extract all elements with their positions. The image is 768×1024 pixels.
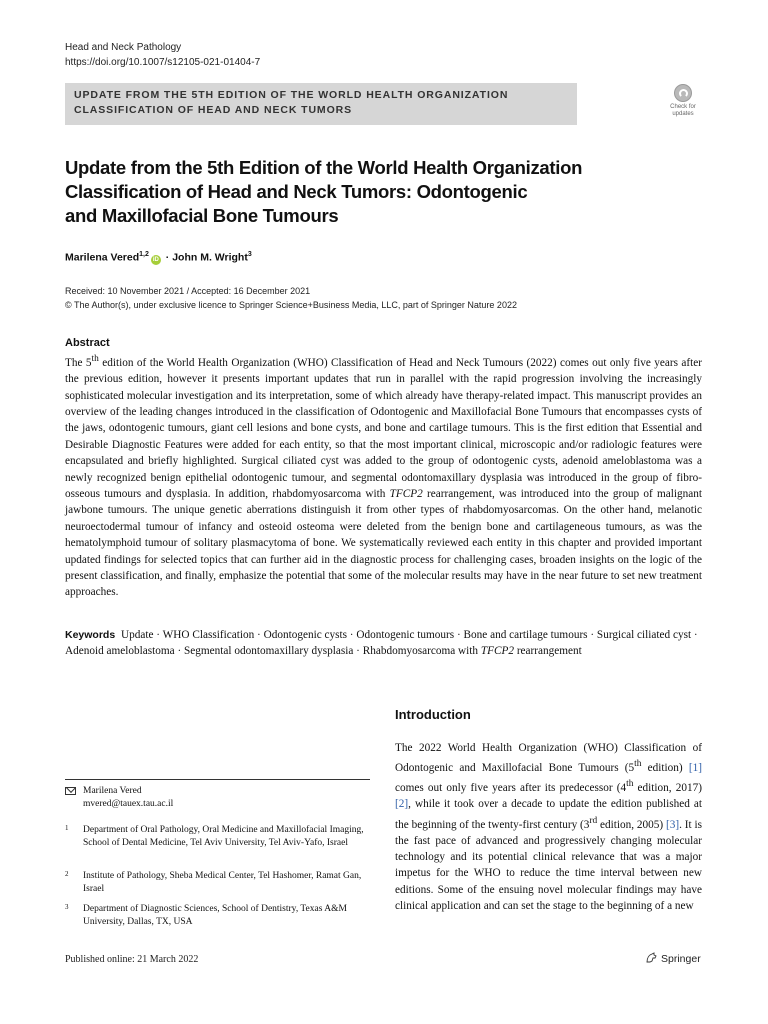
envelope-icon: [65, 787, 76, 795]
introduction-text: The 2022 World Health Organization (WHO) Classification of Odontogenic and Maxillofacial Bone Tumours (5th edition) [1] comes out only five years after its predecessor (4th edition, 2017) [2], while it took over a decade to update the edition published at the beginning of the twenty-first century (3rd edition, 2005) [3]. It is the fast pace of advanced and progressively changing molecular technology and its potential clinical relevance that was a major impetus for the WHO to reduce the time interval between new editions. Some of the ensuing novel molecular findings may have clinical application and can set the stage to the beginning of a new: [395, 742, 702, 912]
author-list: [65, 247, 252, 266]
corresponding-author-email[interactable]: mvered@tauex.tau.ac.il: [83, 799, 174, 809]
keywords-block: Keywords Update · WHO Classification · Odontogenic cysts · Odontogenic tumours · Bone and cartilage tumours · Surgical ciliated cyst · Adenoid ameloblastoma · Segmental odontomaxillary dysplasia · Rhabdomyosarcoma with TFCP2 rearrangement: [65, 629, 698, 658]
title-line-2: Classification of Head and Neck Tumors: Odontogenic: [65, 181, 528, 202]
author-affiliation: 1,2: [139, 251, 149, 258]
reference-link[interactable]: [1]: [688, 762, 702, 775]
keywords-list: Update · WHO Classification · Odontogenic cysts · Odontogenic tumours · Bone and cartilage tumours · Surgical ciliated cyst · Adenoid ameloblastoma · Segmental odontomaxillary dysplasia · Rhabdomyosarcoma with: [65, 629, 698, 658]
author-name[interactable]: John M. Wright: [172, 251, 248, 264]
publisher-logo: [645, 952, 701, 966]
article-title: [65, 156, 685, 228]
affiliation-number: 1: [65, 824, 69, 832]
series-banner: [65, 83, 577, 125]
title-line-1: Update from the 5th Edition of the World Health Organization: [65, 157, 583, 178]
corresponding-author-name: Marilena Vered: [83, 786, 142, 796]
affiliation-text: Department of Diagnostic Sciences, School of Dentistry, Texas A&M University, Dallas, TX, USA: [83, 904, 347, 927]
affiliation-number: 2: [65, 870, 69, 878]
check-for-updates-label: Check for updates: [670, 104, 696, 117]
keywords-heading: Keywords: [65, 629, 116, 641]
author-separator: ·: [165, 251, 170, 264]
publisher-name: Springer: [661, 953, 701, 965]
author-affiliation: 3: [247, 251, 252, 258]
title-line-3: and Maxillofacial Bone Tumours: [65, 205, 339, 226]
affiliation-text: Institute of Pathology, Sheba Medical Center, Tel Hashomer, Ramat Gan, Israel: [83, 871, 362, 894]
banner-text: [74, 88, 544, 118]
banner-line-1: UPDATE FROM THE 5TH EDITION OF THE WORLD HEALTH ORGANIZATION: [74, 89, 509, 101]
check-for-updates-icon: [674, 84, 692, 102]
springer-horse-icon: [645, 952, 657, 964]
affiliation-number: 3: [65, 903, 69, 911]
orcid-icon[interactable]: iD: [152, 256, 159, 263]
check-for-updates-badge[interactable]: [664, 84, 702, 124]
doi-link[interactable]: https://doi.org/10.1007/s12105-021-01404-7: [65, 57, 261, 68]
journal-name: Head and Neck Pathology: [65, 42, 182, 53]
abstract-heading: Abstract: [65, 337, 110, 349]
copyright-notice: © The Author(s), under exclusive licence to Springer Science+Business Media, LLC, part of Springer Nature 2022: [65, 300, 517, 310]
banner-line-2: CLASSIFICATION OF HEAD AND NECK TUMORS: [74, 104, 353, 116]
reference-link[interactable]: [3]: [666, 818, 680, 831]
abstract-text: The 5th edition of the World Health Organization (WHO) Classification of Head and Neck Tumours (2022) comes out only five years after the previous edition, however it presents important updates that run in parallel with the rapid progression involving the increasingly sophisticated molecular investigation and its interpretation, some of which already have therapy-related impact. This manuscript provides an overview of the leading changes introduced in the classification of Odontogenic and Maxillofacial Bone Tumours that encompasses cysts of the jaws, odontogenic tumours, giant cell lesions and bone cysts, and bone and cartilage tumours. This is the first edition that Essential and Desirable Diagnostic Features were added for each entity, so that the most important clinical, microscopic and/or radiologic features were encapsulated and briefly highlighted. Surgical ciliated cyst was added to the group of odontogenic cysts, adenoid ameloblastoma was a newly recognized benign epithelial odontogenic tumour, and segmental odontomaxillary dysplasia was introduced in the group of fibro-osseous tumours and dysplasia. In addition, rhabdomyosarcoma with TFCP2 rearrangement, was introduced into the group of malignant jawbone tumours. The unique genetic aberrations distinguish it from other types of rhabdomyosarcomas. On the other hand, melanotic neuroectodermal tumour of infancy and osteoid osteoma were deleted from the benign bone and cartilageneous tumours, as was the hematolymphoid tumour of solitary plasmacytoma of bone. We systematically reviewed each entity in this chapter and provided important updated findings for selected topics that can further aid in the diagnostic process for challenging cases, broaden insights on the logic of the present classification, and finally, emphasize the potential that some of the molecular results may have in the near future to set new treatment approaches.: [65, 354, 702, 599]
author-name[interactable]: Marilena Vered: [65, 251, 140, 264]
reference-link[interactable]: [2]: [395, 798, 409, 811]
published-online-date: Published online: 21 March 2022: [65, 954, 199, 965]
footnote-divider: [65, 779, 370, 780]
introduction-heading: Introduction: [395, 707, 471, 722]
received-accepted-dates: Received: 10 November 2021 / Accepted: 16 December 2021: [65, 286, 311, 296]
affiliation-text: Department of Oral Pathology, Oral Medicine and Maxillofacial Imaging, School of Dental Medicine, Tel Aviv University, Tel Aviv-Yafo, Israel: [83, 825, 364, 848]
